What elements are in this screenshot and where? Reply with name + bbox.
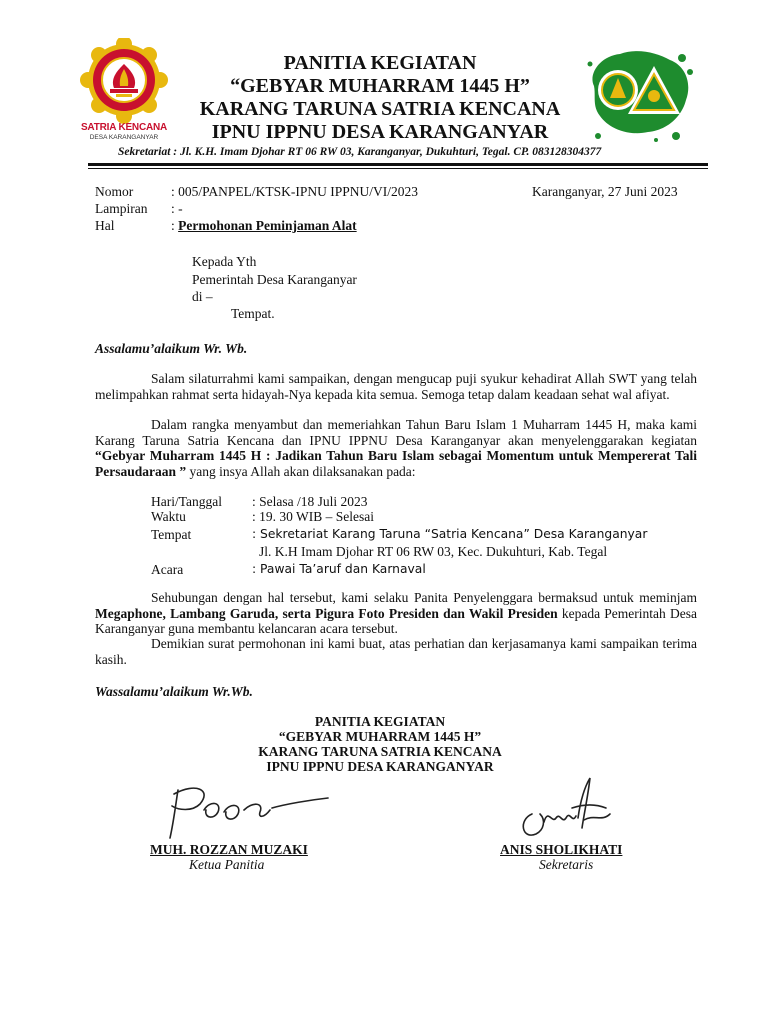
recipient-line1: Kepada Yth [192,254,257,269]
body-paragraph-4 [95,636,697,667]
waktu-value: : 19. 30 WIB – Selesai [252,509,374,524]
closing-org-line2: “GEBYAR MUHARRAM 1445 H” [278,729,482,744]
closing-org-line3: KARANG TARUNA SATRIA KENCANA [258,744,502,759]
tempat-label: Tempat [151,527,192,542]
acara-value: : Pawai Ta’aruf dan Karnaval [252,562,426,576]
recipient-line4: Tempat. [231,306,275,321]
sekretaris-name: ANIS SHOLIKHATI [500,842,623,857]
lampiran-value: : - [171,201,183,216]
body-paragraph-2-text-a: Dalam rangka menyambut dan memeriahkan Tahun Baru Islam 1 Muharram 1445 H, maka kami Karang Taruna Satria Kencana dan IPNU IPPNU Desa Karanganyar akan menyelenggarakan kegiatan [95,417,697,448]
hal-field [171,218,357,233]
event-theme: “Gebyar Muharram 1445 H : Jadikan Tahun Baru Islam sebagai Momentum untuk Mempererat Tali Persaudaraan ” [95,448,697,479]
signature-ketua [160,780,340,846]
header-title-line1: PANITIA KEGIATAN [283,52,477,74]
body-paragraph-1 [95,371,697,402]
logo-left-subtitle: DESA KARANGANYAR [89,134,159,141]
recipient-line2: Pemerintah Desa Karanganyar [192,272,357,287]
waktu-label: Waktu [151,509,186,524]
satria-kencana-logo [74,38,174,142]
ketua-name: MUH. ROZZAN MUZAKI [150,842,308,857]
recipient-line3: di – [192,289,213,304]
header-title-line3: KARANG TARUNA SATRIA KENCANA [199,98,561,120]
header-title-line4: IPNU IPPNU DESA KARANGANYAR [211,121,549,143]
sekretaris-role: Sekretaris [539,857,594,872]
signature-sekretaris [510,774,620,846]
hal-label: Hal [95,218,115,233]
body-paragraph-4-text: Demikian surat permohonan ini kami buat, atas perhatian dan kerjasamanya kami sampaikan terima kasih. [95,636,697,667]
nomor-value: : 005/PANPEL/KTSK-IPNU IPPNU/VI/2023 [171,184,419,199]
nomor-label: Nomor [95,184,134,199]
closing-org-line4: IPNU IPPNU DESA KARANGANYAR [266,759,494,774]
borrowed-items: Megaphone, Lambang Garuda, serta Pigura Foto Presiden dan Wakil Presiden [95,605,558,621]
ketua-role: Ketua Panitia [189,857,265,872]
header-divider-thin [88,168,708,169]
hari-value: : Selasa /18 Juli 2023 [252,494,368,509]
signoff: Wassalamu’alaikum Wr.Wb. [95,684,253,699]
body-paragraph-3 [95,590,697,637]
letter-date: Karanganyar, 27 Juni 2023 [532,184,678,199]
greeting: Assalamu’alaikum Wr. Wb. [95,341,248,356]
body-paragraph-3-text-b: kepada Pemerintah Desa Karanganyar guna membantu kelancaran acara tersebut. [95,605,697,636]
ipnu-ippnu-logo [586,44,694,144]
hal-colon: : [171,218,179,233]
header-divider-thick [88,163,708,166]
lampiran-label: Lampiran [95,201,148,216]
hari-label: Hari/Tanggal [151,494,223,509]
logo-left-name: SATRIA KENCANA [80,122,168,133]
body-paragraph-2 [95,417,697,479]
header-title-line2: “GEBYAR MUHARRAM 1445 H” [230,75,530,97]
closing-org-line1: PANITIA KEGIATAN [314,714,446,729]
satria-kencana-emblem-icon [74,38,174,124]
tempat-value-line2: Jl. K.H Imam Djohar RT 06 RW 03, Kec. Dukuhturi, Kab. Tegal [259,544,608,559]
hal-value: Permohonan Peminjaman Alat [178,218,357,233]
ipnu-ippnu-emblem-icon [586,44,694,144]
acara-label: Acara [151,562,184,577]
body-paragraph-3-text-a: Sehubungan dengan hal tersebut, kami selaku Panita Penyelenggara bermaksud untuk meminjam [151,590,697,605]
body-paragraph-2-text-b: yang insya Allah akan dilaksanakan pada: [186,463,416,479]
tempat-value: : Sekretariat Karang Taruna “Satria Kencana” Desa Karanganyar [252,527,648,541]
body-paragraph-1-text: Salam silaturrahmi kami sampaikan, dengan mengucap puji syukur kehadirat Allah SWT yang telah melimpahkan rahmat serta hidayah-Nya kepada kita semua. Semoga tetap dalam keadaan sehat wal afiyat. [95,371,697,402]
secretariat-address: Sekretariat : Jl. K.H. Imam Djohar RT 06 RW 03, Karanganyar, Dukuhturi, Tegal. CP. 083128304377 [118,146,602,158]
